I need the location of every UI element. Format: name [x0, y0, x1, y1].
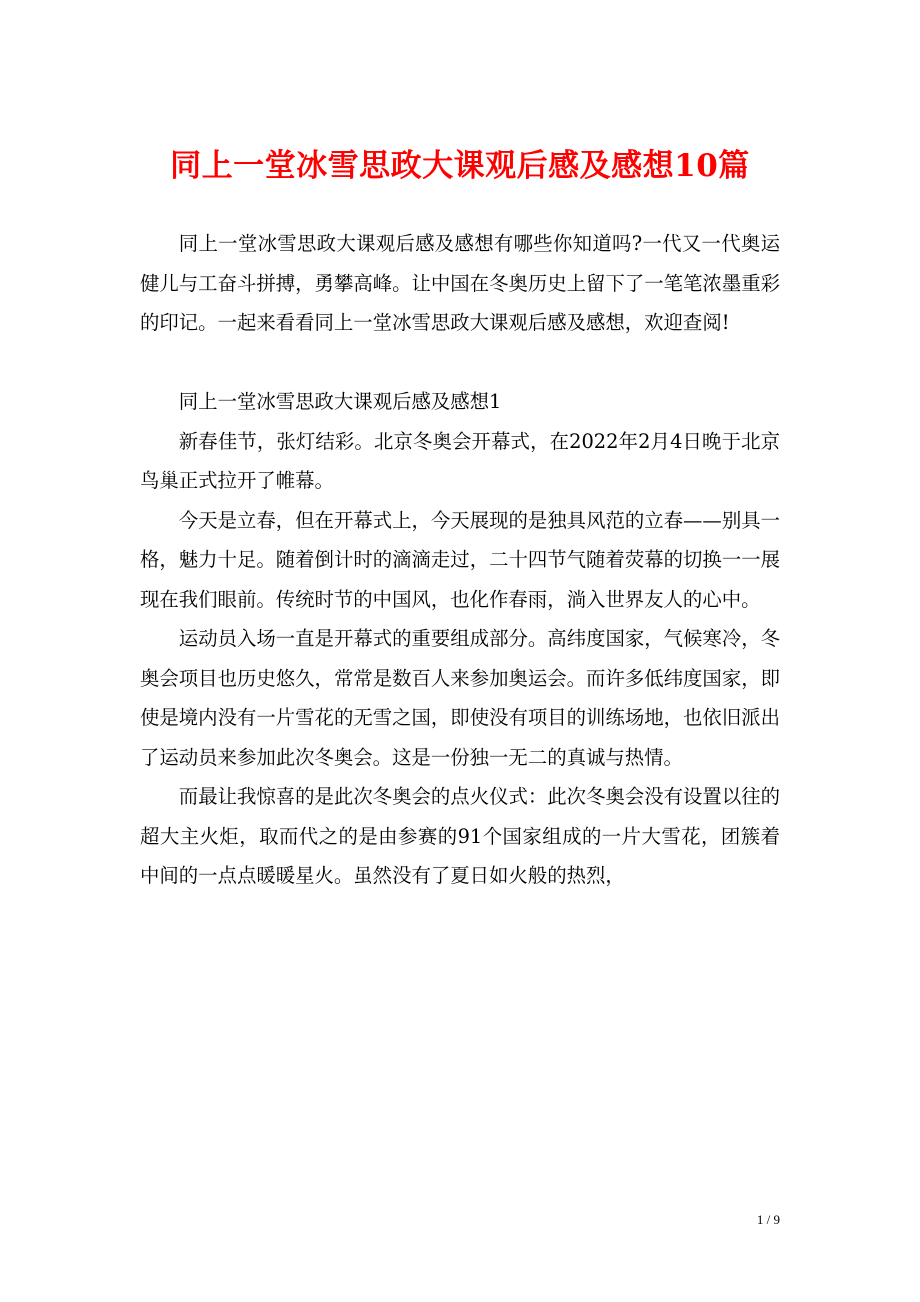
section-heading: 同上一堂冰雪思政大课观后感及感想1	[178, 390, 502, 413]
document-title: 同上一堂冰雪思政大课观后感及感想10篇	[170, 148, 750, 184]
intro-paragraph: 同上一堂冰雪思政大课观后感及感想有哪些你知道吗?一代又一代奥运健儿与工奋斗拼搏，勇攀高峰。让中国在冬奥历史上留下了一笔笔浓墨重彩的印记。一起来看看同上一堂冰雪思政大课观后感及感想，欢迎查阅!	[140, 232, 780, 334]
body-paragraph: 新春佳节，张灯结彩。北京冬奥会开幕式，在2022年2月4日晚于北京鸟巢正式拉开了帷幕。	[140, 429, 780, 492]
body-paragraph: 而最让我惊喜的是此次冬奥会的点火仪式：此次冬奥会没有设置以往的超大主火炬，取而代之的是由参赛的91个国家组成的一片大雪花，团簇着中间的一点点暖暖星火。虽然没有了夏日如火般的热烈，	[140, 785, 780, 887]
page-number: 1 / 9	[756, 1212, 780, 1227]
body-paragraph: 今天是立春，但在开幕式上，今天展现的是独具风范的立春——别具一格，魅力十足。随着倒计时的滴滴走过，二十四节气随着荧幕的切换一一展现在我们眼前。传统时节的中国风，也化作春雨，淌入世界友人的心中。	[140, 508, 780, 611]
document-body	[140, 224, 780, 896]
body-paragraph: 运动员入场一直是开幕式的重要组成部分。高纬度国家，气候寒冷，冬奥会项目也历史悠久，常常是数百人来参加奥运会。而许多低纬度国家，即使是境内没有一片雪花的无雪之国，即使没有项目的训练场地，也依旧派出了运动员来参加此次冬奥会。这是一份独一无二的真诚与热情。	[140, 627, 780, 769]
